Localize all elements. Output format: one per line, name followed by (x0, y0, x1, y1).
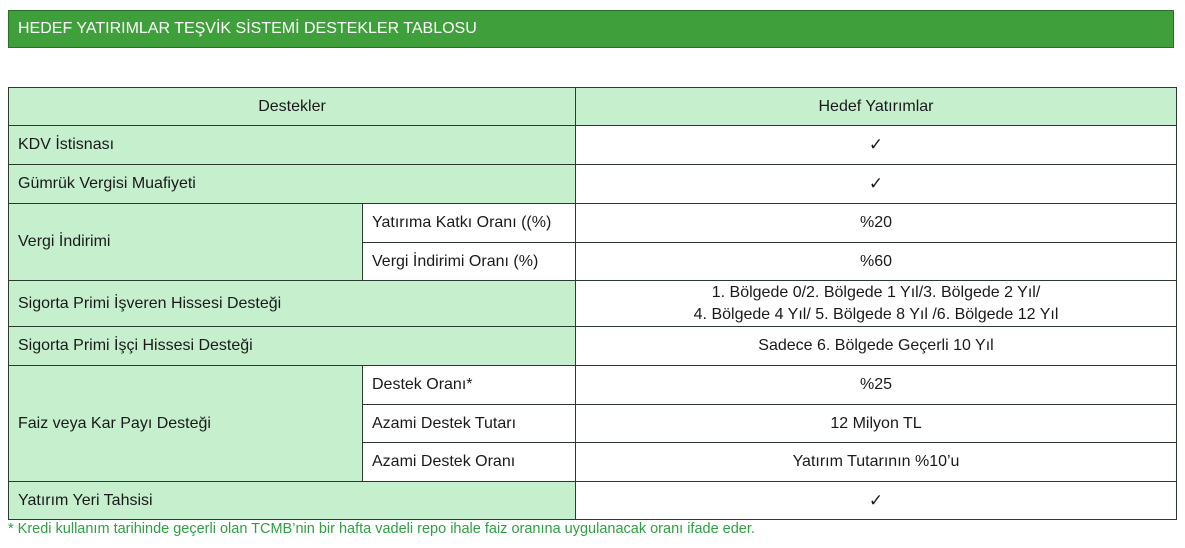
value-yatirima-katki: %20 (576, 204, 1177, 243)
sub-label-azami-destek-tutari: Azami Destek Tutarı (363, 405, 576, 443)
sub-label-vergi-indirimi-orani: Vergi İndirimi Oranı (%) (363, 243, 576, 281)
table-row (9, 204, 1177, 243)
sub-label-azami-destek-orani: Azami Destek Oranı (363, 443, 576, 482)
value-sigorta-isci: Sadece 6. Bölgede Geçerli 10 Yıl (576, 327, 1177, 366)
checkmark-icon: ✓ (576, 482, 1177, 520)
table-row (9, 126, 1177, 165)
checkmark-icon: ✓ (576, 165, 1177, 204)
row-label-faiz: Faiz veya Kar Payı Desteği (9, 366, 363, 482)
value-sigorta-isveren (576, 281, 1177, 327)
table-row (9, 482, 1177, 520)
table-row (9, 281, 1177, 327)
checkmark-icon: ✓ (576, 126, 1177, 165)
footnote: * Kredi kullanım tarihinde geçerli olan TCMB’nin bir hafta vadeli repo ihale faiz oranına uygulanacak oranı ifade eder. (8, 521, 755, 537)
table-header-row (9, 88, 1177, 126)
value-line-1: 1. Bölgede 0/2. Bölgede 1 Yıl/3. Bölgede 2 Yıl/ (711, 283, 1041, 301)
sub-label-yatirima-katki: Yatırıma Katkı Oranı ((%) (363, 204, 576, 243)
row-label-yatirim-yeri: Yatırım Yeri Tahsisi (9, 482, 576, 520)
row-label-sigorta-isveren: Sigorta Primi İşveren Hissesi Desteği (9, 281, 576, 327)
header-destekler: Destekler (9, 88, 576, 126)
value-vergi-indirimi-orani: %60 (576, 243, 1177, 281)
table-row (9, 327, 1177, 366)
value-azami-destek-orani: Yatırım Tutarının %10’u (576, 443, 1177, 482)
row-label-vergi: Vergi İndirimi (9, 204, 363, 281)
value-azami-destek-tutari: 12 Milyon TL (576, 405, 1177, 443)
table-row (9, 366, 1177, 405)
value-destek-orani: %25 (576, 366, 1177, 405)
row-label-sigorta-isci: Sigorta Primi İşçi Hissesi Desteği (9, 327, 576, 366)
row-label-kdv: KDV İstisnası (9, 126, 576, 165)
row-label-gumruk: Gümrük Vergisi Muafiyeti (9, 165, 576, 204)
header-hedef-yatirimlar: Hedef Yatırımlar (576, 88, 1177, 126)
support-table (8, 87, 1177, 520)
page-title: HEDEF YATIRIMLAR TEŞVİK SİSTEMİ DESTEKLER TABLOSU (8, 10, 1174, 48)
table-row (9, 165, 1177, 204)
sub-label-destek-orani: Destek Oranı* (363, 366, 576, 405)
value-line-2: 4. Bölgede 4 Yıl/ 5. Bölgede 8 Yıl /6. Bölgede 12 Yıl (693, 305, 1059, 323)
